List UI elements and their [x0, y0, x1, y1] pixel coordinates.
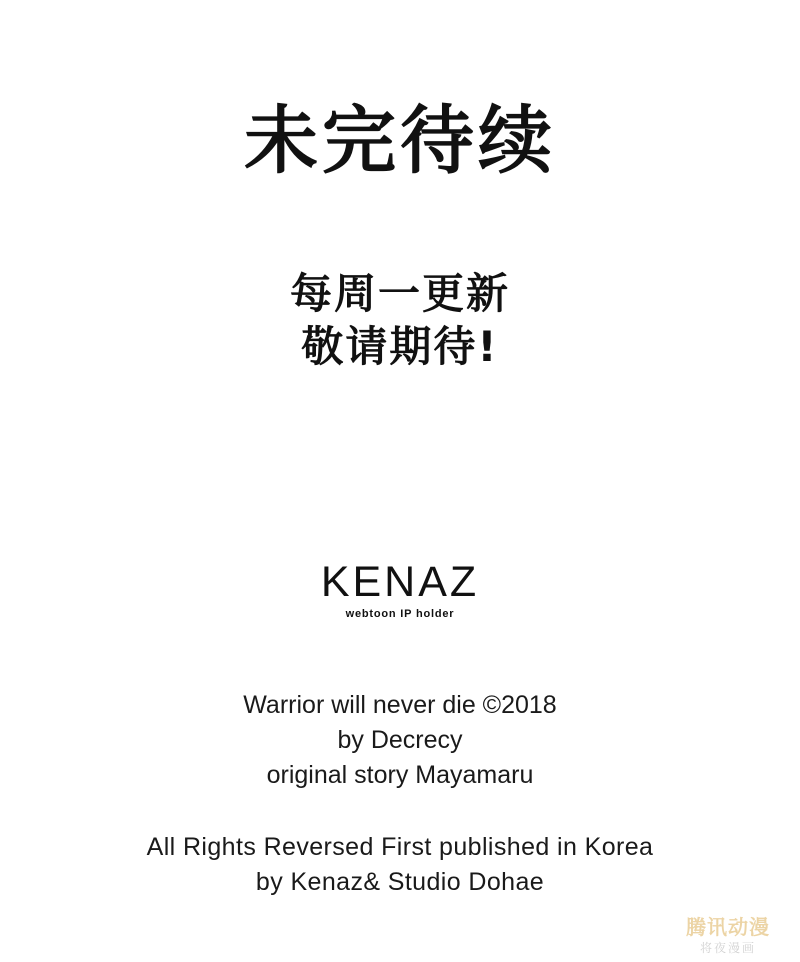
publisher-logo — [0, 560, 800, 620]
rights-statement — [0, 830, 800, 900]
rights-line-1: All Rights Reversed First published in Korea — [146, 833, 654, 861]
credit-author: by Decrecy — [337, 726, 463, 754]
watermark-series-text: 将夜漫画 — [699, 941, 756, 955]
publisher-tagline: webtoon IP holder — [345, 608, 455, 621]
copyright-credits — [0, 688, 800, 793]
update-schedule-note — [0, 268, 800, 373]
credit-title-copyright: Warrior will never die ©2018 — [243, 691, 557, 719]
watermark-brand-text: 腾讯动漫 — [686, 915, 770, 939]
update-schedule-line-1: 每周一更新 — [289, 269, 510, 318]
site-watermark — [664, 916, 792, 956]
update-schedule-line-2: 敬请期待! — [301, 321, 499, 371]
credit-original-story: original story Mayamaru — [266, 761, 534, 789]
publisher-name: KENAZ — [320, 558, 480, 606]
rights-line-2: by Kenaz& Studio Dohae — [255, 868, 545, 896]
end-of-chapter-headline: 未完待续 — [244, 98, 556, 184]
